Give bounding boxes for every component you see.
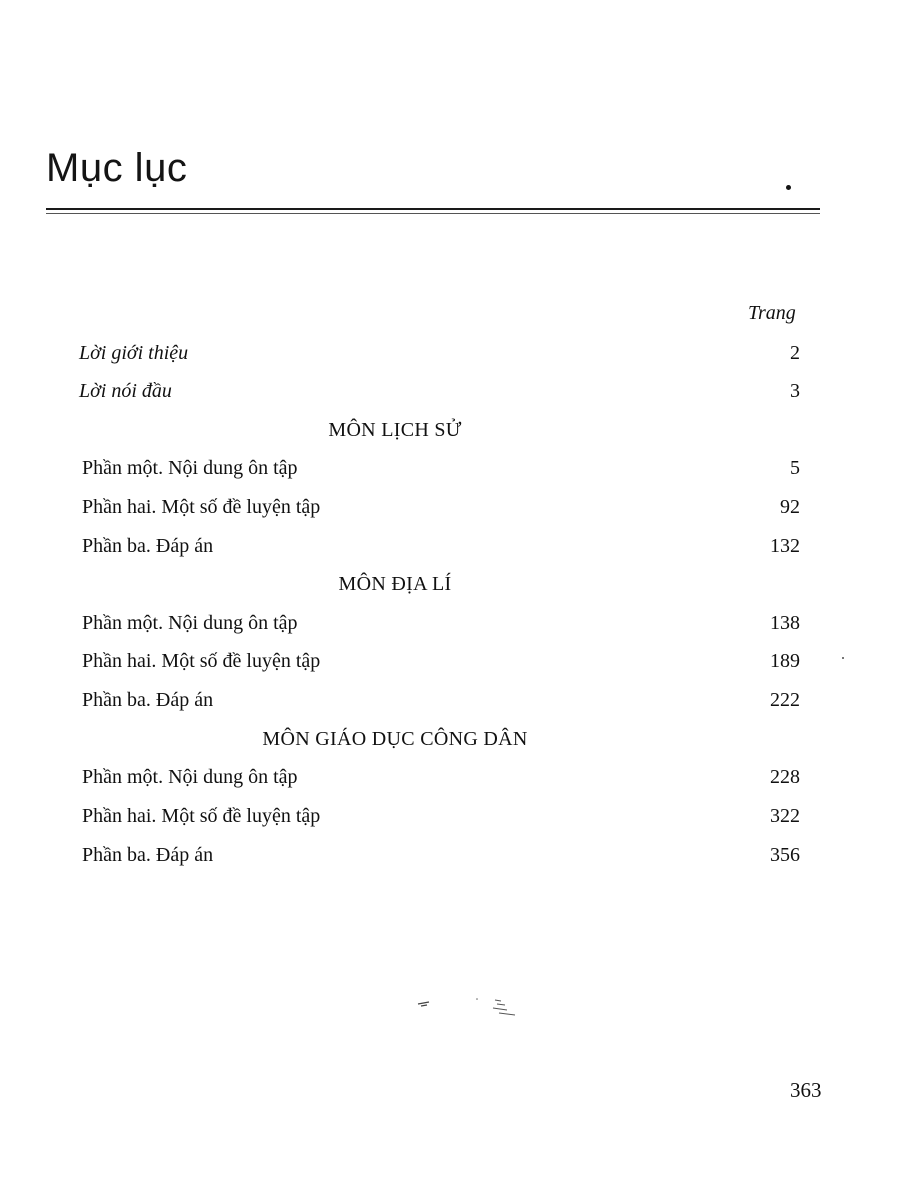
toc-entry-label: Phần một. Nội dung ôn tập [82,457,298,479]
section-heading-dia-li: MÔN ĐỊA LÍ [338,573,452,595]
toc-entry-page: 322 [770,805,800,827]
toc-entry-page: 222 [770,689,800,711]
toc-entry-label: Phần một. Nội dung ôn tập [82,612,298,634]
toc-entry-page: 3 [790,380,800,402]
stray-dot [842,657,844,659]
toc-entry-page: 189 [770,650,800,672]
toc-entry-label: Lời giới thiệu [79,342,189,364]
toc-entry-page: 138 [770,612,800,634]
toc-entry-label: Phần ba. Đáp án [82,535,214,557]
toc-entry[interactable] [0,612,900,642]
toc-entry[interactable] [0,805,900,835]
toc-entry-label: Phần hai. Một số đề luyện tập [82,496,321,518]
toc-entry[interactable] [0,844,900,874]
toc-entry[interactable] [0,380,900,410]
toc-entry-page: 132 [770,535,800,557]
toc-entry-label: Lời nói đầu [79,380,172,402]
title-rule [46,208,820,210]
toc-entry-label: Phần ba. Đáp án [82,689,214,711]
toc-entry-label: Phần ba. Đáp án [82,844,214,866]
toc-entry[interactable] [0,535,900,565]
page-title: Mục lục [46,146,188,190]
scan-specks [415,996,525,1020]
page-number: 363 [790,1078,822,1102]
toc-entry[interactable] [0,457,900,487]
toc-entry-page: 356 [770,844,800,866]
toc-entry[interactable] [0,342,900,372]
title-dot [786,185,791,190]
toc-entry-page: 2 [790,342,800,364]
title-rule-thin [46,213,820,214]
toc-entry-page: 228 [770,766,800,788]
toc-entry-label: Phần hai. Một số đề luyện tập [82,650,321,672]
section-heading-giao-duc-cong-dan: MÔN GIÁO DỤC CÔNG DÂN [262,728,528,750]
toc-entry[interactable] [0,689,900,719]
section-heading-lich-su: MÔN LỊCH SỬ [328,419,462,441]
toc-entry[interactable] [0,496,900,526]
toc-entry-page: 92 [780,496,800,518]
toc-entry-label: Phần hai. Một số đề luyện tập [82,805,321,827]
toc-entry-page: 5 [790,457,800,479]
toc-entry-label: Phần một. Nội dung ôn tập [82,766,298,788]
page-column-header: Trang [748,302,796,324]
toc-entry[interactable] [0,766,900,796]
toc-entry[interactable] [0,650,900,680]
